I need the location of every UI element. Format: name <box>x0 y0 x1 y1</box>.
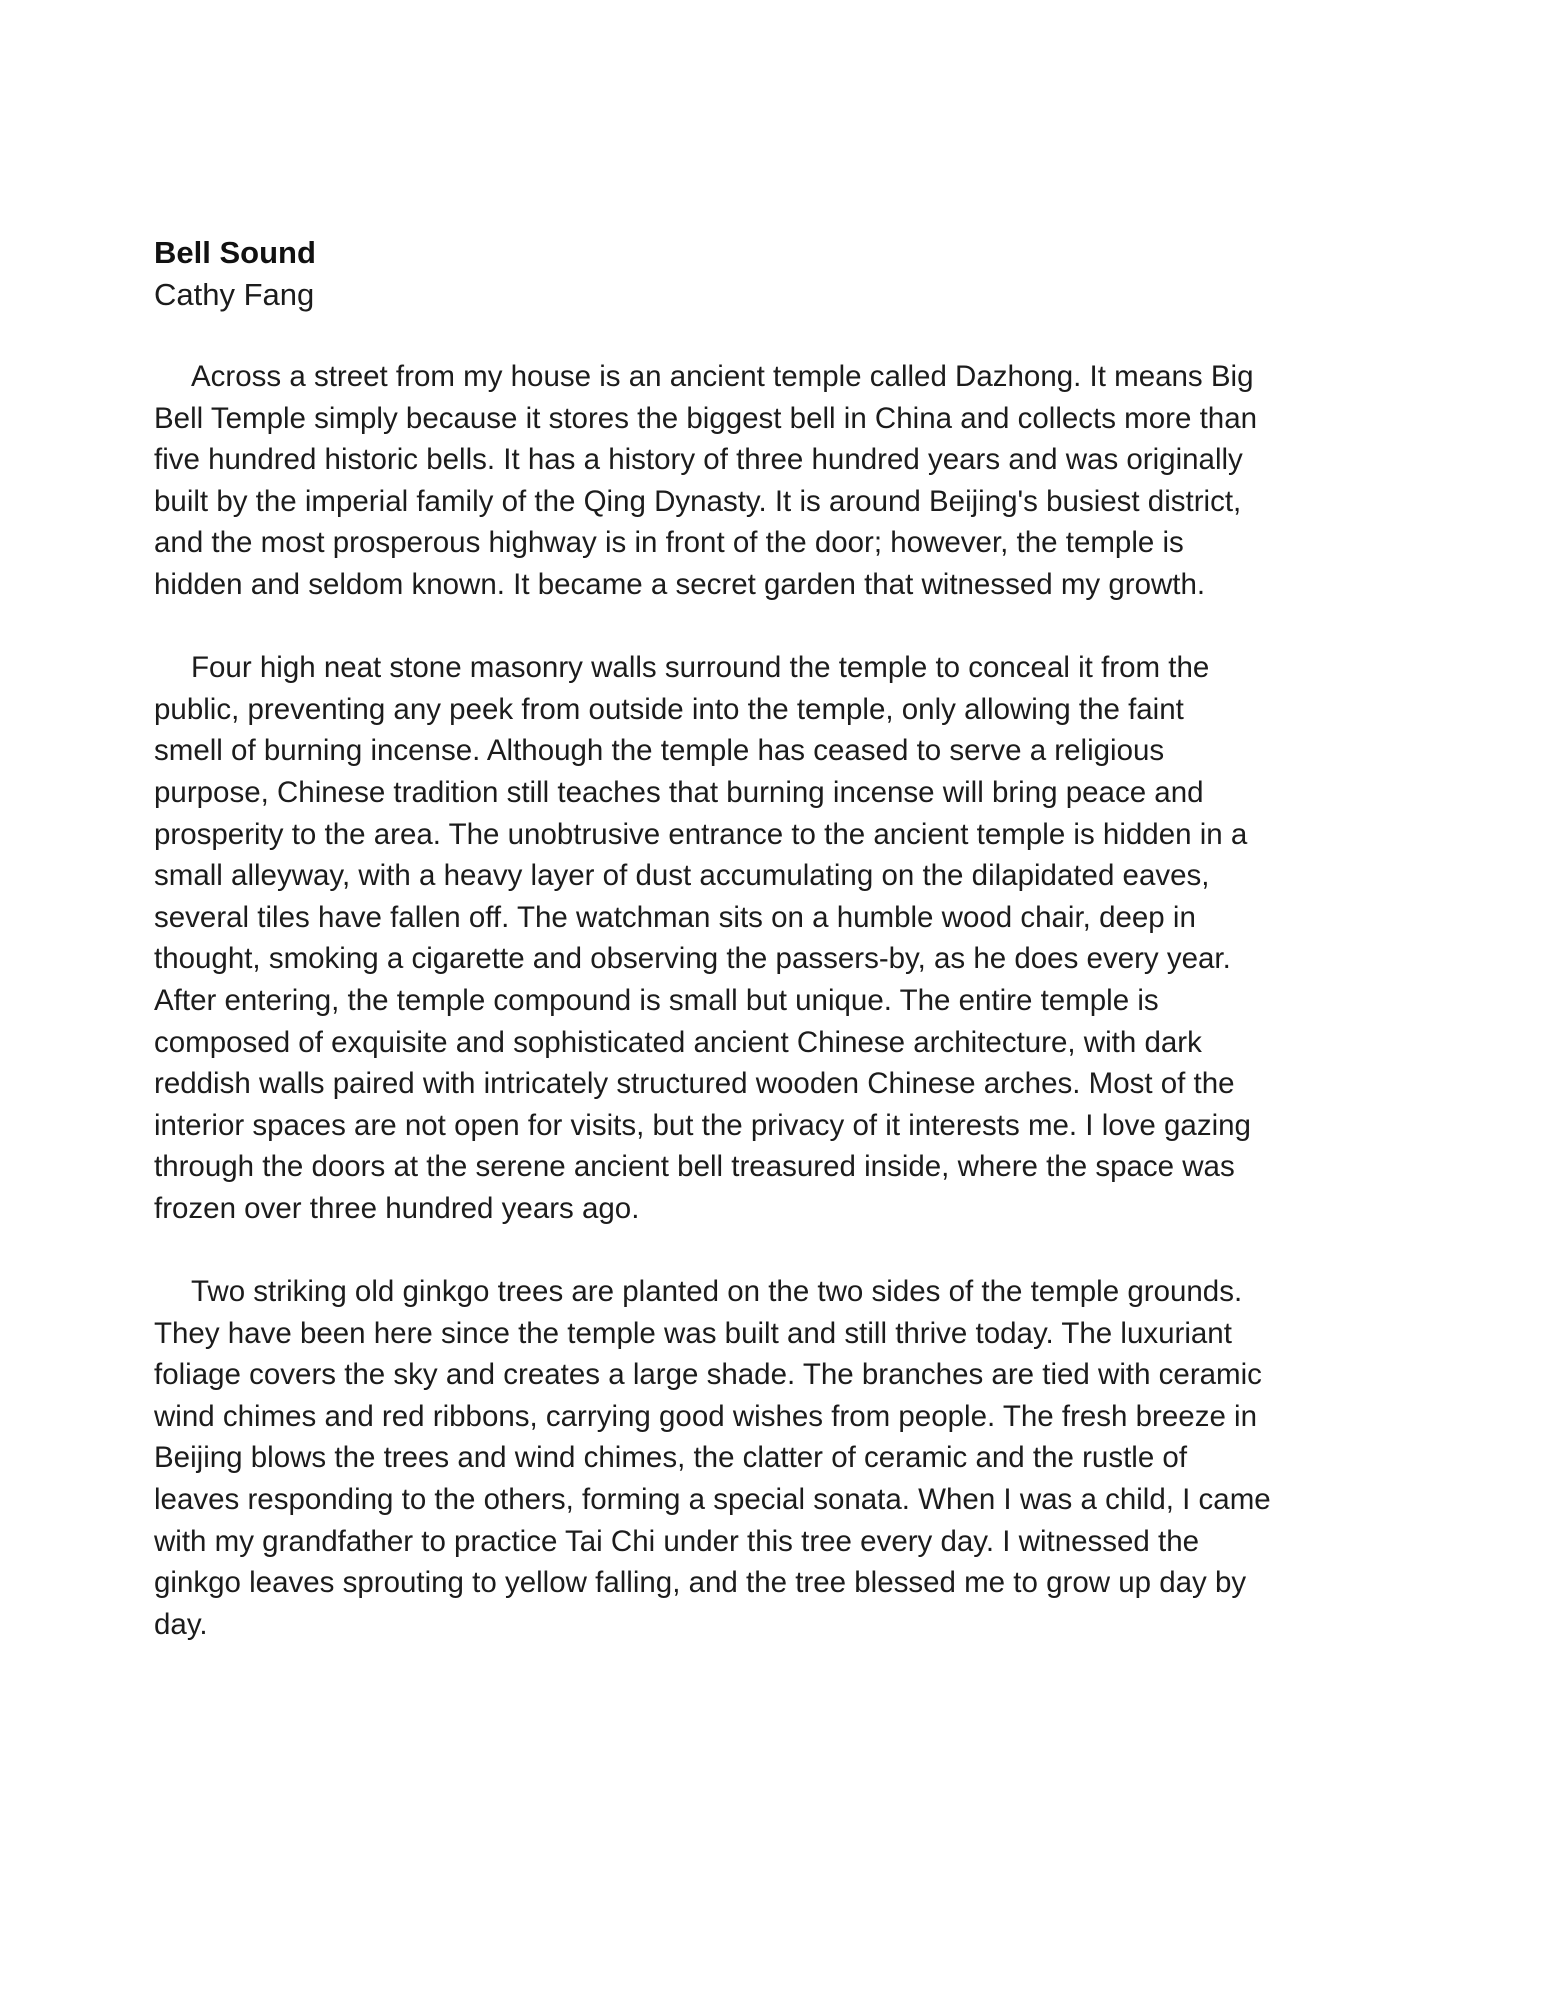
paragraph-line: wind chimes and red ribbons, carrying good wishes from people. The fresh breeze in <box>154 1399 1258 1433</box>
paragraph-line: leaves responding to the others, forming a special sonata. When I was a child, I came <box>154 1483 1271 1517</box>
paragraph-line: thought, smoking a cigarette and observing the passers-by, as he does every year. <box>154 942 1231 976</box>
essay-title: Bell Sound <box>154 235 316 270</box>
essay-page <box>154 232 1399 1645</box>
paragraph-line: composed of exquisite and sophisticated ancient Chinese architecture, with dark <box>154 1025 1202 1059</box>
paragraph-line: built by the imperial family of the Qing Dynasty. It is around Beijing's busiest district, <box>154 484 1242 518</box>
paragraph-line: with my grandfather to practice Tai Chi under this tree every day. I witnessed the <box>154 1524 1200 1558</box>
paragraph-line: several tiles have fallen off. The watchman sits on a humble wood chair, deep in <box>154 900 1196 934</box>
paragraph-line: smell of burning incense. Although the temple has ceased to serve a religious <box>154 734 1165 768</box>
paragraph-line: Bell Temple simply because it stores the biggest bell in China and collects more than <box>154 401 1258 435</box>
essay-author: Cathy Fang <box>154 277 315 312</box>
essay-body <box>154 356 1399 1645</box>
paragraph-line: Across a street from my house is an ancient temple called Dazhong. It means Big <box>191 360 1254 393</box>
paragraph-line: reddish walls paired with intricately structured wooden Chinese arches. Most of the <box>154 1067 1235 1101</box>
paragraph-line: hidden and seldom known. It became a secret garden that witnessed my growth. <box>154 567 1206 601</box>
paragraph-spacer <box>154 1229 1399 1271</box>
paragraph-line: prosperity to the area. The unobtrusive entrance to the ancient temple is hidden in a <box>154 817 1248 851</box>
paragraph-line: public, preventing any peek from outside into the temple, only allowing the faint <box>154 692 1184 726</box>
paragraph-line: They have been here since the temple was built and still thrive today. The luxuriant <box>154 1316 1232 1350</box>
paragraph-line: foliage covers the sky and creates a large shade. The branches are tied with ceramic <box>154 1358 1262 1392</box>
paragraph-line: Four high neat stone masonry walls surround the temple to conceal it from the <box>191 651 1210 685</box>
paragraph-line: frozen over three hundred years ago. <box>154 1191 640 1225</box>
paragraph-line: ginkgo leaves sprouting to yellow falling, and the tree blessed me to grow up day by <box>154 1566 1247 1600</box>
paragraph-line: small alleyway, with a heavy layer of dust accumulating on the dilapidated eaves, <box>154 859 1210 893</box>
paragraph-line: interior spaces are not open for visits, but the privacy of it interests me. I love gazing <box>154 1108 1251 1142</box>
paragraph-line: and the most prosperous highway is in front of the door; however, the temple is <box>154 526 1184 560</box>
paragraph-line: five hundred historic bells. It has a history of three hundred years and was originally <box>154 443 1243 477</box>
paragraph-line: through the doors at the serene ancient bell treasured inside, where the space was <box>154 1150 1235 1184</box>
paragraph-line: day. <box>154 1607 208 1641</box>
paragraph-3 <box>154 1271 1399 1645</box>
paragraph-line: purpose, Chinese tradition still teaches that burning incense will bring peace and <box>154 775 1204 809</box>
paragraph-1 <box>154 356 1399 606</box>
paragraph-line: After entering, the temple compound is small but unique. The entire temple is <box>154 983 1159 1017</box>
paragraph-spacer <box>154 606 1399 648</box>
paragraph-line: Beijing blows the trees and wind chimes, the clatter of ceramic and the rustle of <box>154 1441 1188 1475</box>
paragraph-line: Two striking old ginkgo trees are planted on the two sides of the temple grounds. <box>191 1275 1243 1309</box>
paragraph-2 <box>154 647 1399 1229</box>
